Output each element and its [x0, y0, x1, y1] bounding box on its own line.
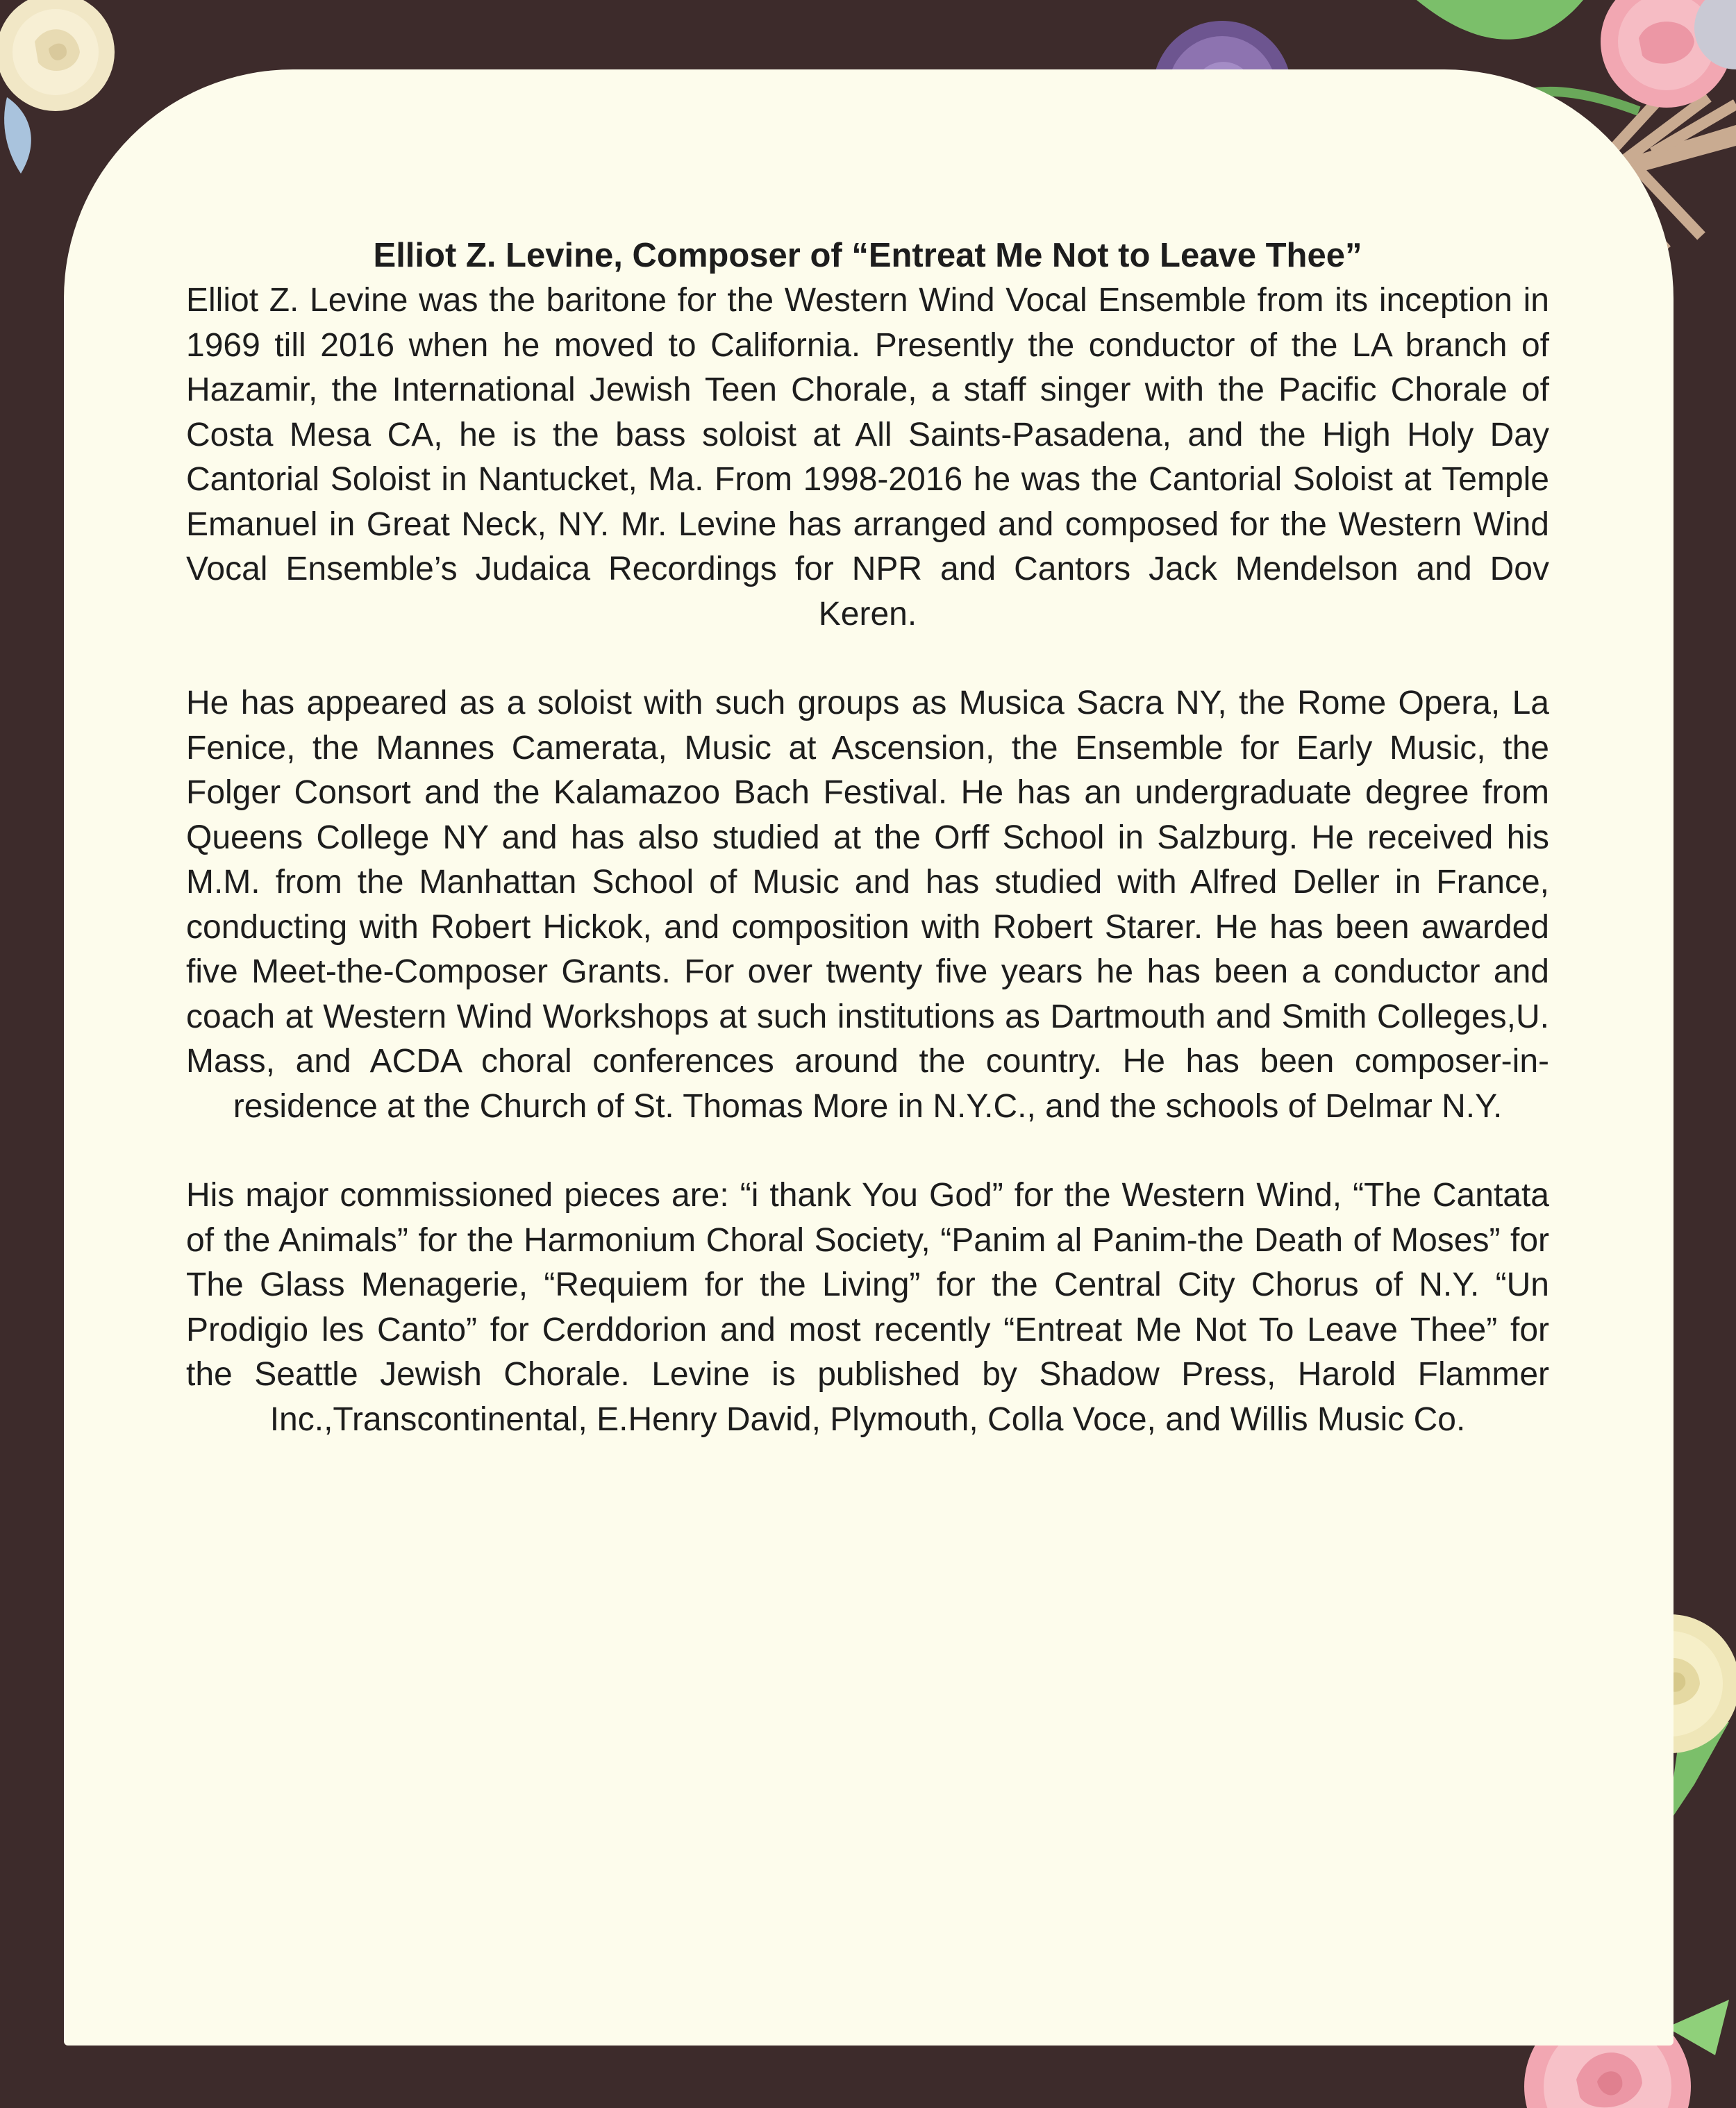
document-title: Elliot Z. Levine, Composer of “Entreat Me Not to Leave Thee” [373, 237, 1362, 274]
top-left-cream-rose-icon [0, 0, 132, 181]
bio-paragraph-2: He has appeared as a soloist with such groups as Musica Sacra NY, the Rome Opera, La Fenice, the Mannes Camerata, Music at Ascension, the Ensemble for Early Music, the Folger Consort and the Kalamazoo Bach Festival. He has an undergraduate degree from Queens College NY and has also studied at the Orff School in Salzburg. He received his M.M. from the Manhattan School of Music and has studied with Alfred Deller in France, conducting with Robert Hickok, and composition with Robert Starer. He has been awarded five Meet-the-Composer Grants. For over twenty five years he has been a conductor and coach at Western Wind Workshops at such institutions as Dartmouth and Smith Colleges,U. Mass, and ACDA choral conferences around the country. He has been composer-in-residence at the Church of St. Thomas More in N.Y.C., and the schools of Delmar N.Y. [186, 685, 1549, 1125]
document-body [186, 233, 1549, 1487]
bio-paragraph-1: Elliot Z. Levine was the baritone for the Western Wind Vocal Ensemble from its inception in 1969 till 2016 when he moved to California. Presently the conductor of the LA branch of Hazamir, the International Jewish Teen Chorale, a staff singer with the Pacific Chorale of Costa Mesa CA, he is the bass soloist at All Saints-Pasadena, and the High Holy Day Cantorial Soloist in Nantucket, Ma. From 1998-2016 he was the Cantorial Soloist at Temple Emanuel in Great Neck, NY. Mr. Levine has arranged and composed for the Western Wind Vocal Ensemble’s Judaica Recordings for NPR and Cantors Jack Mendelson and Dov Keren. [186, 282, 1549, 633]
bio-paragraph-3: His major commissioned pieces are: “i thank You God” for the Western Wind, “The Cantata of the Animals” for the Harmonium Choral Society, “Panim al Panim-the Death of Moses” for The Glass Menagerie, “Requiem for the Living” for the Central City Chorus of N.Y. “Un Prodigio les Canto” for Cerddorion and most recently “Entreat Me Not To Leave Thee” for the Seattle Jewish Chorale. Levine is published by Shadow Press, Harold Flammer Inc.,Transcontinental, E.Henry David, Plymouth, Colla Voce, and Willis Music Co. [186, 1177, 1549, 1438]
